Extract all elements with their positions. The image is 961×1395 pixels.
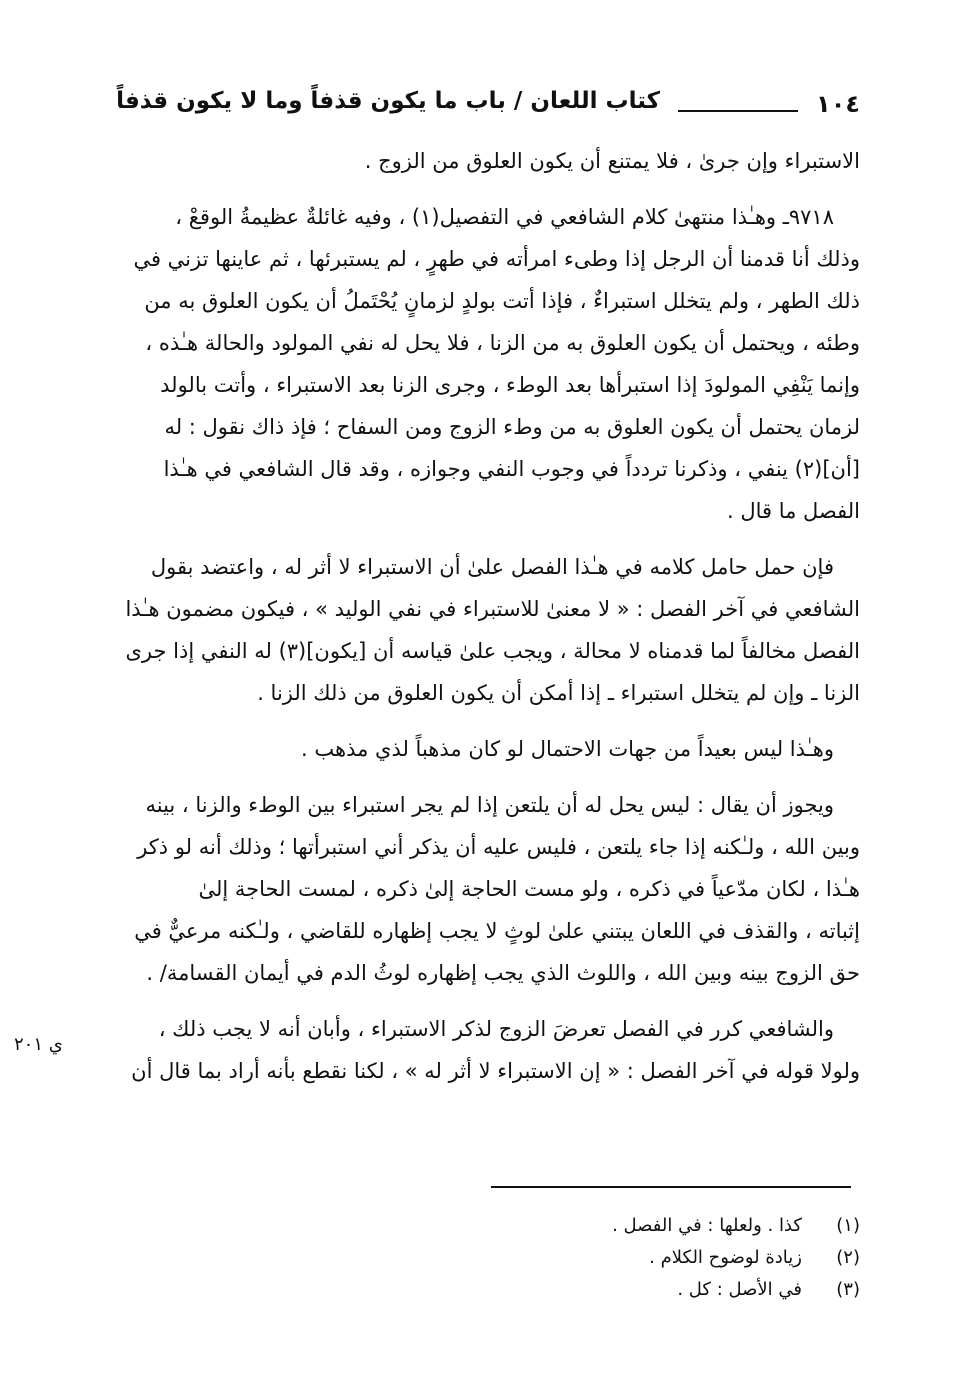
text-line: إثباته ، والقذف في اللعان يبتني علىٰ لوثٍ لا يجب إظهاره للقاضي ، ولـٰكنه مرعيٌّ في (134, 919, 860, 943)
text-line: الشافعي في آخر الفصل : « لا معنىٰ للاستبراء في نفي الوليد » ، فيكون مضمون هـٰذا (125, 597, 860, 621)
text-line: وطئه ، ويحتمل أن يكون العلوق به من الزنا ، فلا يحل له نفي المولود والحالة هـٰذه ، (145, 331, 860, 355)
footnote (90, 1210, 860, 1242)
text-line: والشافعي كرر في الفصل تعرضَ الزوج لذكر الاستبراء ، وأبان أنه لا يجب ذلك ، (158, 1017, 834, 1041)
text-line: الفصل مخالفاً لما قدمناه لا محالة ، ويجب علىٰ قياسه أن [يكون](٣) له النفي إذا جرى (125, 639, 860, 663)
page-number: ١٠٤ (816, 90, 860, 118)
paragraph (90, 728, 860, 770)
text-line: ٩٧١٨ـ وهـٰذا منتهىٰ كلام الشافعي في التفصيل(١) ، وفيه غائلةٌ عظيمةُ الوقعْ ، (175, 205, 834, 229)
text-line: هـٰذا ، لكان مدّعياً في ذكره ، ولو مست الحاجة إلىٰ ذكره ، لمست الحاجة إلىٰ (198, 877, 860, 901)
footnote-number: (٣) (836, 1279, 860, 1300)
running-header (90, 84, 860, 130)
text-line: الاستبراء وإن جرىٰ ، فلا يمتنع أن يكون العلوق من الزوج . (364, 149, 860, 173)
text-line: وإنما يَنْفِي المولودَ إذا استبرأها بعد الوطء ، وجرى الزنا بعد الاستبراء ، وأتت بالولد (160, 373, 860, 397)
footnote-text: زيادة لوضوح الكلام . (649, 1247, 802, 1268)
footnote-number: (١) (836, 1215, 860, 1236)
text-line: لزمان يحتمل أن يكون العلوق به من وطء الزوج ومن السفاح ؛ فإذ ذاك نقول : له (164, 415, 860, 439)
paragraph (90, 784, 860, 994)
text-line: ويجوز أن يقال : ليس يحل له أن يلتعن إذا لم يجر استبراء بين الوطء والزنا ، بينه (145, 793, 834, 817)
paragraph (90, 1008, 860, 1092)
text-line: حق الزوج بينه وبين الله ، واللوث الذي يجب إظهاره لوثُ الدم في أيمان القسامة/ . (146, 961, 860, 985)
header-rule (678, 110, 798, 112)
text-line: وذلك أنا قدمنا أن الرجل إذا وطىء امرأته في طهرٍ ، لم يستبرئها ، ثم عاينها تزني في (133, 247, 860, 271)
text-line: الزنا ـ وإن لم يتخلل استبراء ـ إذا أمكن أن يكون العلوق من ذلك الزنا . (257, 681, 860, 705)
footnote-number: (٢) (836, 1247, 860, 1268)
footnote (90, 1274, 860, 1306)
footnote-text: في الأصل : كل . (677, 1279, 802, 1300)
paragraph (90, 546, 860, 714)
footnote-text: كذا . ولعلها : في الفصل . (612, 1215, 802, 1236)
text-line: الفصل ما قال . (726, 499, 860, 523)
footnote (90, 1242, 860, 1274)
paragraph-9718 (90, 196, 860, 532)
running-title: كتاب اللعان / باب ما يكون قذفاً وما لا يكون قذفاً (116, 88, 660, 114)
page-body (90, 140, 860, 1092)
text-line: فإن حمل حامل كلامه في هـٰذا الفصل علىٰ أن الاستبراء لا أثر له ، واعتضد بقول (150, 555, 834, 579)
text-line: [أن](٢) ينفي ، وذكرنا تردداً في وجوب النفي وجوازه ، وقد قال الشافعي في هـٰذا (163, 457, 860, 481)
footnote-rule (491, 1186, 851, 1188)
footnotes (90, 1210, 860, 1306)
text-line: ولولا قوله في آخر الفصل : « إن الاستبراء لا أثر له » ، لكنا نقطع بأنه أراد بما قال أن (131, 1059, 860, 1083)
text-line: وبين الله ، ولـٰكنه إذا جاء يلتعن ، فليس عليه أن يذكر أني استبرأتها ؛ وذلك أنه لو ذكر (137, 835, 860, 859)
text-line: وهـٰذا ليس بعيداً من جهات الاحتمال لو كان مذهباً لذي مذهب . (301, 737, 834, 761)
margin-manuscript-reference: ي ٢٠١ (14, 1034, 63, 1055)
text-line: ذلك الطهر ، ولم يتخلل استبراءٌ ، فإذا أتت بولدٍ لزمانٍ يُحْتَملُ أن يكون العلوق به من (144, 289, 860, 313)
